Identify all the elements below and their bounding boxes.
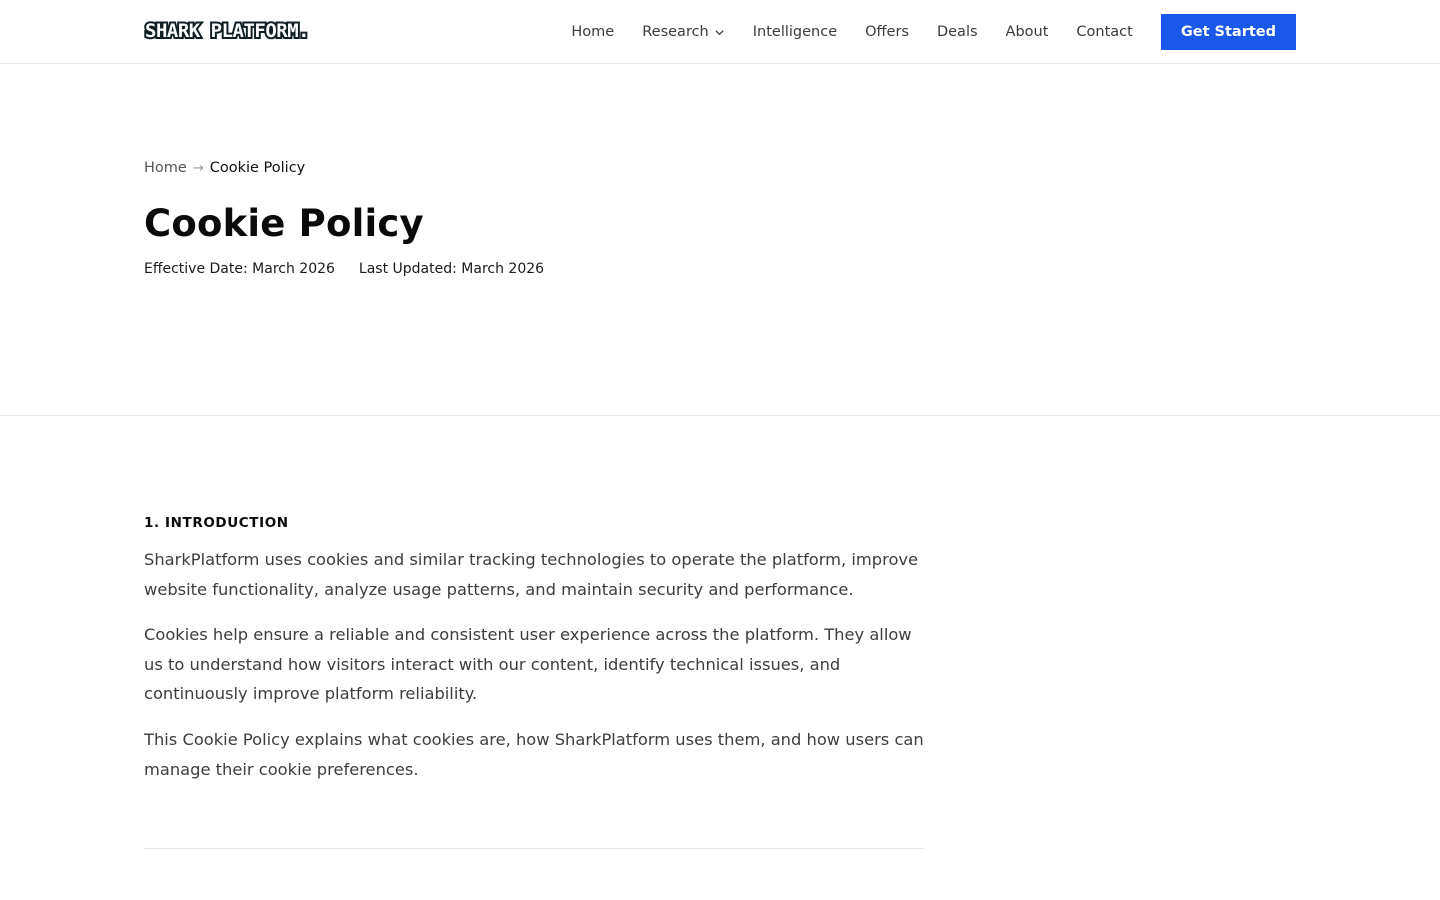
page-title: Cookie Policy xyxy=(144,202,424,245)
last-updated-date: Last Updated: March 2026 xyxy=(358,261,545,277)
section-heading: 1. INTRODUCTION xyxy=(144,515,289,531)
nav-label: Deals xyxy=(936,24,978,40)
nav-label: Offers xyxy=(865,24,909,40)
get-started-button[interactable]: Get Started xyxy=(1161,14,1296,50)
nav-label: Home xyxy=(571,24,615,40)
nav-label: Research xyxy=(642,24,709,40)
nav-item-contact[interactable] xyxy=(1076,24,1132,40)
paragraph: Cookies help ensure a reliable and consistent user experience across the platform. They allow us to understand how visitors interact with our content, identify technical issues, and continuously improve platform reliability. xyxy=(144,625,912,704)
nav-label: About xyxy=(1005,24,1049,40)
nav-item-offers[interactable] xyxy=(865,24,909,40)
nav-item-research[interactable] xyxy=(642,24,725,40)
section-divider xyxy=(144,848,924,849)
nav-label: Contact xyxy=(1076,24,1133,40)
paragraph: This Cookie Policy explains what cookies are, how SharkPlatform uses them, and how users can manage their cookie preferences. xyxy=(144,730,924,779)
breadcrumb-current: Cookie Policy xyxy=(209,160,306,176)
nav-label: Intelligence xyxy=(752,24,838,40)
logo[interactable] xyxy=(145,21,309,41)
effective-date: Effective Date: March 2026 xyxy=(144,261,335,277)
site-header xyxy=(0,0,1440,64)
logo-text: SHARK PLATFORM. xyxy=(145,20,310,42)
nav-item-about[interactable] xyxy=(1006,24,1049,40)
breadcrumb xyxy=(144,160,305,176)
nav-item-intelligence[interactable] xyxy=(753,24,837,40)
breadcrumb-home-link[interactable]: Home xyxy=(144,160,187,176)
arrow-right-icon: → xyxy=(192,160,204,176)
chevron-down-icon xyxy=(714,27,725,38)
paragraph: SharkPlatform uses cookies and similar tracking technologies to operate the platform, improve website functionality, analyze usage patterns, and maintain security and performance. xyxy=(144,550,919,599)
policy-dates xyxy=(144,261,544,277)
page-hero xyxy=(0,64,1440,416)
main-nav xyxy=(571,14,1296,50)
nav-item-deals[interactable] xyxy=(937,24,978,40)
nav-item-home[interactable] xyxy=(571,24,614,40)
